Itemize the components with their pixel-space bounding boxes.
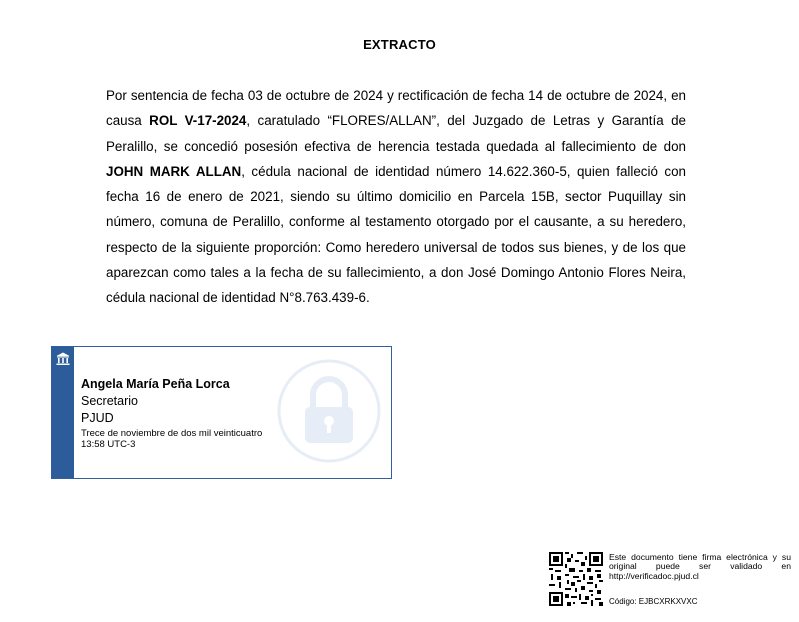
document-title: EXTRACTO [363,37,436,52]
bank-icon [56,352,70,366]
signer-role: Secretario [81,394,138,408]
lock-icon [275,357,383,465]
verification-code: Código: EJBCXRKXVXC [609,597,698,606]
deceased-name: JOHN MARK ALLAN [106,163,242,179]
signature-bar [52,347,74,478]
verification-text: Este documento tiene firma electrónica y su original puede ser validado en http://verificadoc.pjud.cl [609,552,791,581]
verification-block [549,552,794,608]
signature-box [51,346,392,479]
case-rol: ROL V-17-2024 [149,113,247,129]
paragraph-text-1: Por sentencia de fecha 03 de octubre de 2024 y rectificación de fecha 14 de octubre de 2024, en causa [106,88,686,129]
signature-time-line-2: 13:58 UTC-3 [81,438,136,450]
signer-organization: PJUD [81,411,114,425]
paragraph-text-2: , caratulado “FLORES/ALLAN”, del Juzgado de Letras y Garantía de Peralillo, se concedió posesión efectiva de herencia testada quedada al fallecimiento de don [106,113,687,154]
signer-name: Angela María Peña Lorca [81,377,230,391]
qr-code-icon[interactable] [549,552,603,606]
extract-paragraph [106,83,686,311]
paragraph-text-3: , cédula nacional de identidad número 14.622.360-5, quien falleció con fecha 16 de enero de 2021, siendo su último domicilio en Parcela 15B, sector Puquillay sin número, comuna de Peralillo, conforme al testamento otorgado por el causante, a su heredero, respecto de la siguiente proporción: Como heredero universal de todos sus bienes, y de los que aparezcan como tales a la fecha de su fallecimiento, a don José Domingo Antonio Flores Neira, cédula nacional de identidad N°8.763.439-6. [106,163,686,306]
signature-date [81,429,262,450]
signature-date-line-1: Trece de noviembre de dos mil veinticuatro [81,428,263,439]
